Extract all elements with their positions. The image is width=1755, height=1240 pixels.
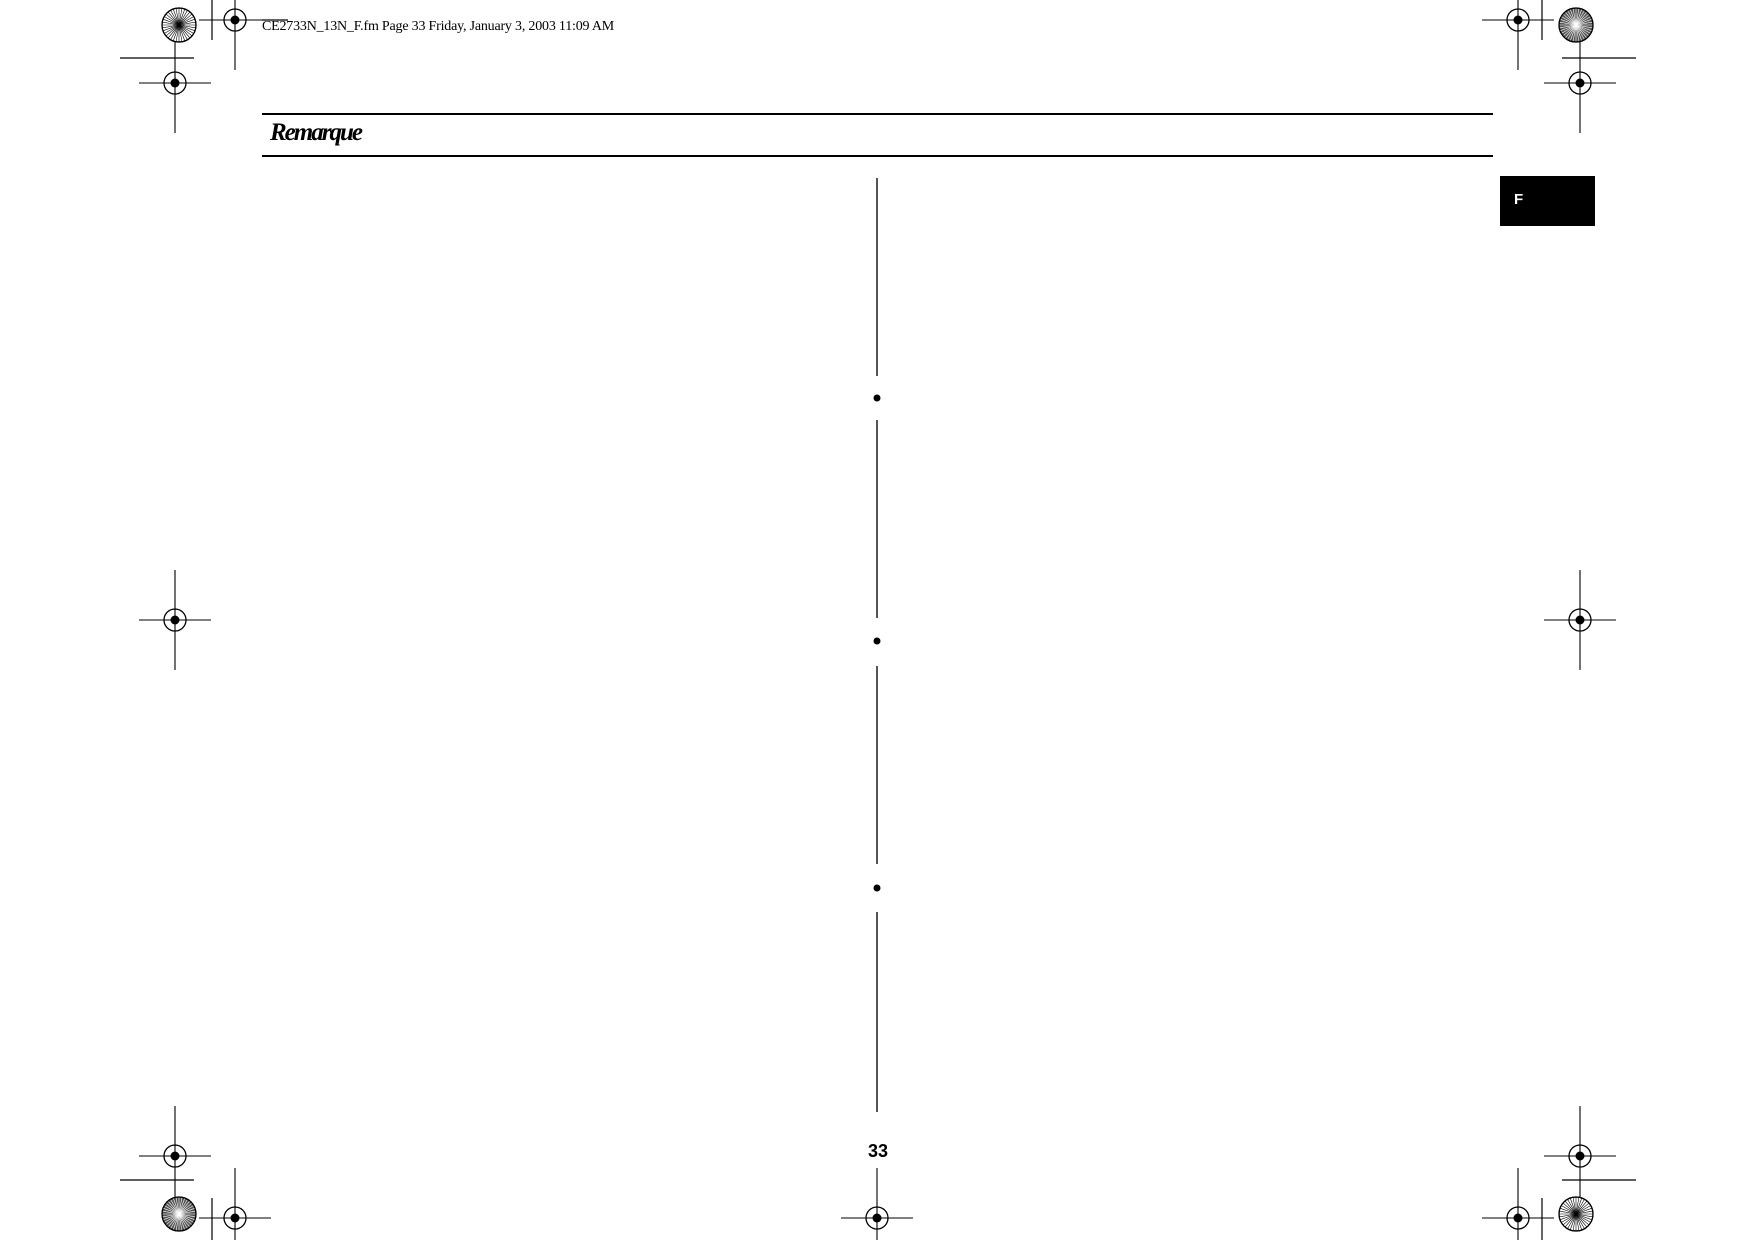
language-tab	[1500, 176, 1595, 226]
registration-mark-icon	[139, 570, 211, 670]
color-wheel-icon	[162, 1197, 196, 1231]
divider-dot	[874, 638, 881, 645]
registration-mark-icon	[199, 0, 271, 70]
page-title: Remarque	[270, 119, 361, 146]
color-wheel-icon	[1559, 1197, 1593, 1231]
registration-mark-icon	[1482, 1168, 1554, 1240]
registration-mark-icon	[1544, 33, 1616, 133]
color-wheel-icon	[162, 8, 196, 42]
color-wheel-icon	[1559, 8, 1593, 42]
registration-mark-icon	[139, 33, 211, 133]
page-number: 33	[867, 1141, 889, 1161]
language-tab-label: F	[1514, 191, 1524, 208]
registration-mark-icon	[1482, 0, 1554, 70]
header-rule-bottom	[262, 155, 1493, 157]
registration-mark-icon	[1544, 1106, 1616, 1206]
registration-mark-icon	[199, 1168, 271, 1240]
divider-dot	[874, 395, 881, 402]
registration-mark-icon	[139, 1106, 211, 1206]
divider-dot	[874, 885, 881, 892]
registration-mark-icon	[841, 1168, 913, 1240]
registration-mark-icon	[1544, 570, 1616, 670]
header-rule-top	[262, 113, 1493, 115]
file-slug-line: CE2733N_13N_F.fm Page 33 Friday, January 3, 2003 11:09 AM	[262, 19, 614, 34]
